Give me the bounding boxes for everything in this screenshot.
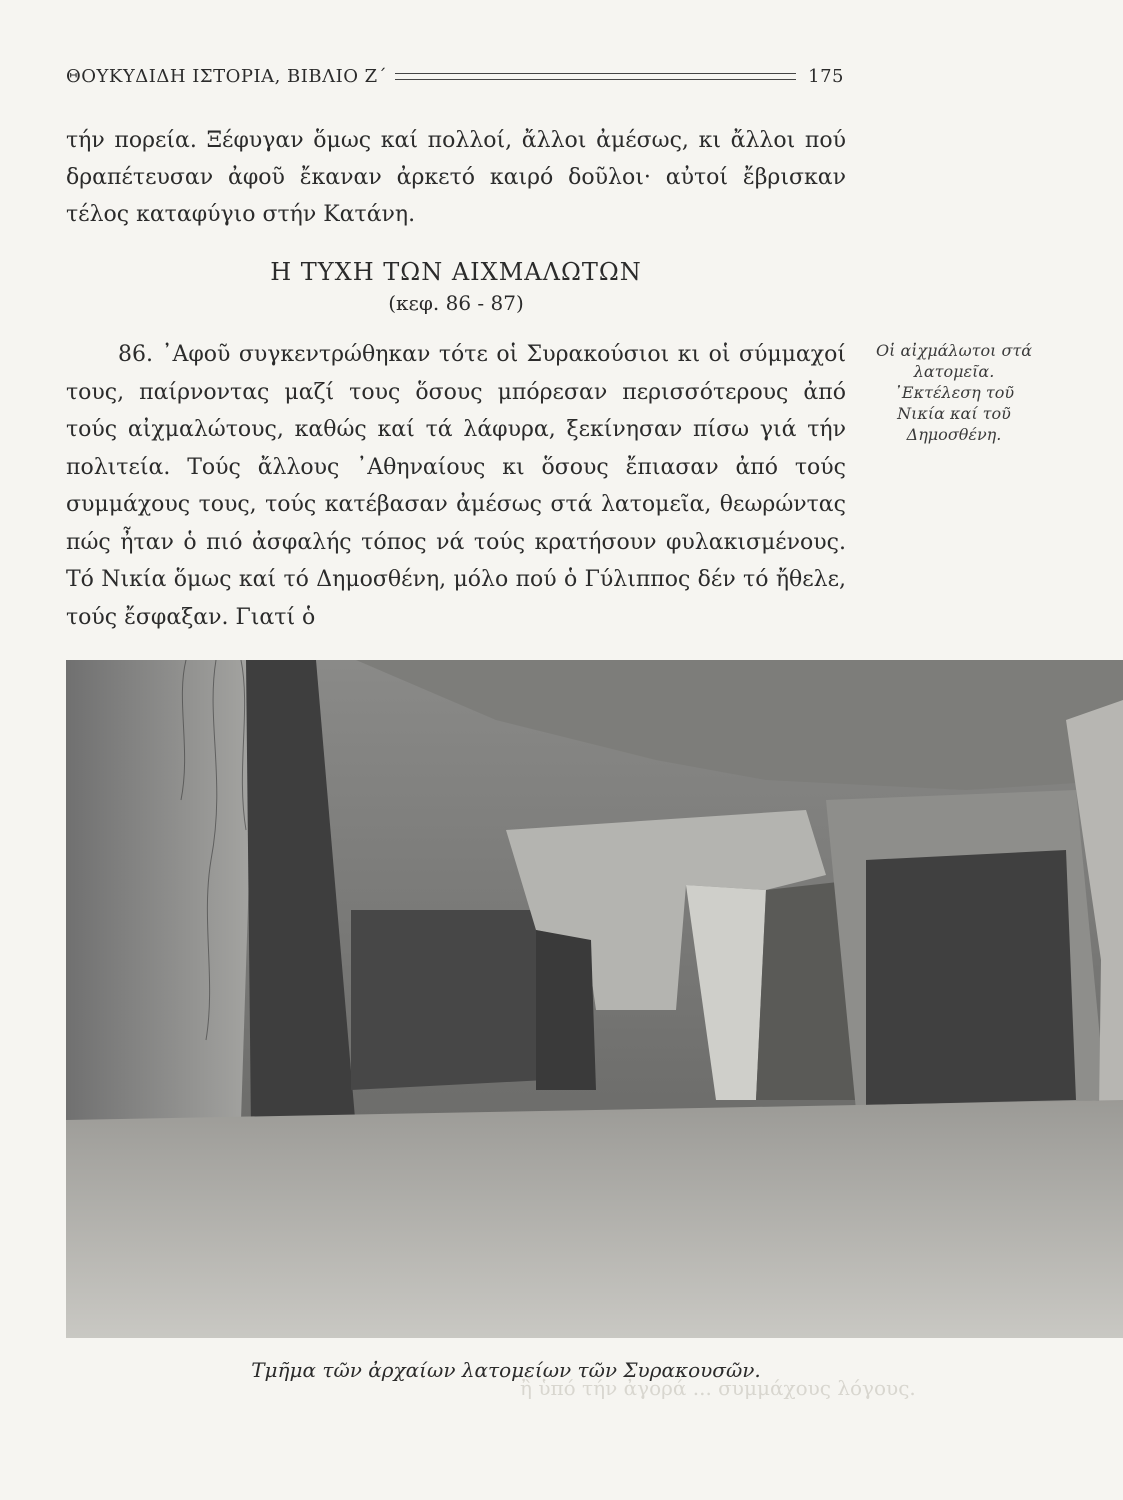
- intro-paragraph: τήν πορεία. Ξέφυγαν ὅμως καί πολλοί, ἄλλοι ἀμέσως, κι ἄλλοι πού δραπέτευσαν ἀφοῦ ἔκαναν ἀρκετό καιρό δοῦλοι· αὐτοί ἔβρισκαν τέλος καταφύγιο στήν Κατάνη.: [66, 128, 846, 227]
- quarry-photograph: [66, 660, 1123, 1338]
- central-shadow: [536, 930, 596, 1090]
- figure-caption: Τμῆμα τῶν ἀρχαίων λατομείων τῶν Συρακουσῶν.: [251, 1358, 761, 1382]
- chapter-paragraph: [66, 336, 846, 636]
- section-subtitle: (κεφ. 86 - 87): [388, 291, 524, 315]
- header-rule: [395, 73, 796, 80]
- quarry-floor: [66, 1100, 1123, 1338]
- left-cliff: [66, 660, 256, 1130]
- bleed-through-text: ἢ ὑπό τήν ἀγορά ... συμμάχους λόγους.: [520, 1376, 916, 1400]
- section-title: Η ΤΥΧΗ ΤΩΝ ΑΙΧΜΑΛΩΤΩΝ: [270, 258, 642, 286]
- running-header: [66, 58, 844, 94]
- quarry-photo-illustration: [66, 660, 1123, 1338]
- page-number: 175: [808, 65, 844, 87]
- running-title: ΘΟΥΚΥΔΙΔΗ ΙΣΤΟΡΙΑ, ΒΙΒΛΙΟ Ζ΄: [66, 65, 388, 87]
- chapter-text: ᾿Αφοῦ συγκεντρώθηκαν τότε οἱ Συρακούσιοι κι οἱ σύμμαχοί τους, παίρνοντας μαζί τους ὅσους μπόρεσαν περισσότερους ἀπό τούς αἰχμαλώτους, καθώς καί τά λάφυρα, ξεκίνησαν πίσω γιά τήν πολιτεία. Τούς ἄλλους ᾿Αθηναίους κι ὅσους ἔπιασαν ἀπό τούς συμμάχους τους, τούς κατέβασαν ἀμέσως στά λατομεῖα, θεωρώντας πώς ἦταν ὁ πιό ἀσφαλής τόπος νά τούς κρατήσουν φυλακισμένους. Τό Νικία ὅμως καί τό Δημοσθένη, μόλο πού ὁ Γύλιππος δέν τό ἤθελε, τούς ἔσφαξαν. Γιατί ὁ: [66, 342, 846, 630]
- right-cave: [866, 850, 1076, 1105]
- left-cave: [351, 910, 546, 1090]
- margin-note: Οἱ αἰχμάλωτοι στά λατομεῖα. ᾿Εκτέλεση τοῦ Νικία καί τοῦ Δημοσθένη.: [875, 341, 1033, 444]
- chapter-number: 86.: [118, 342, 153, 367]
